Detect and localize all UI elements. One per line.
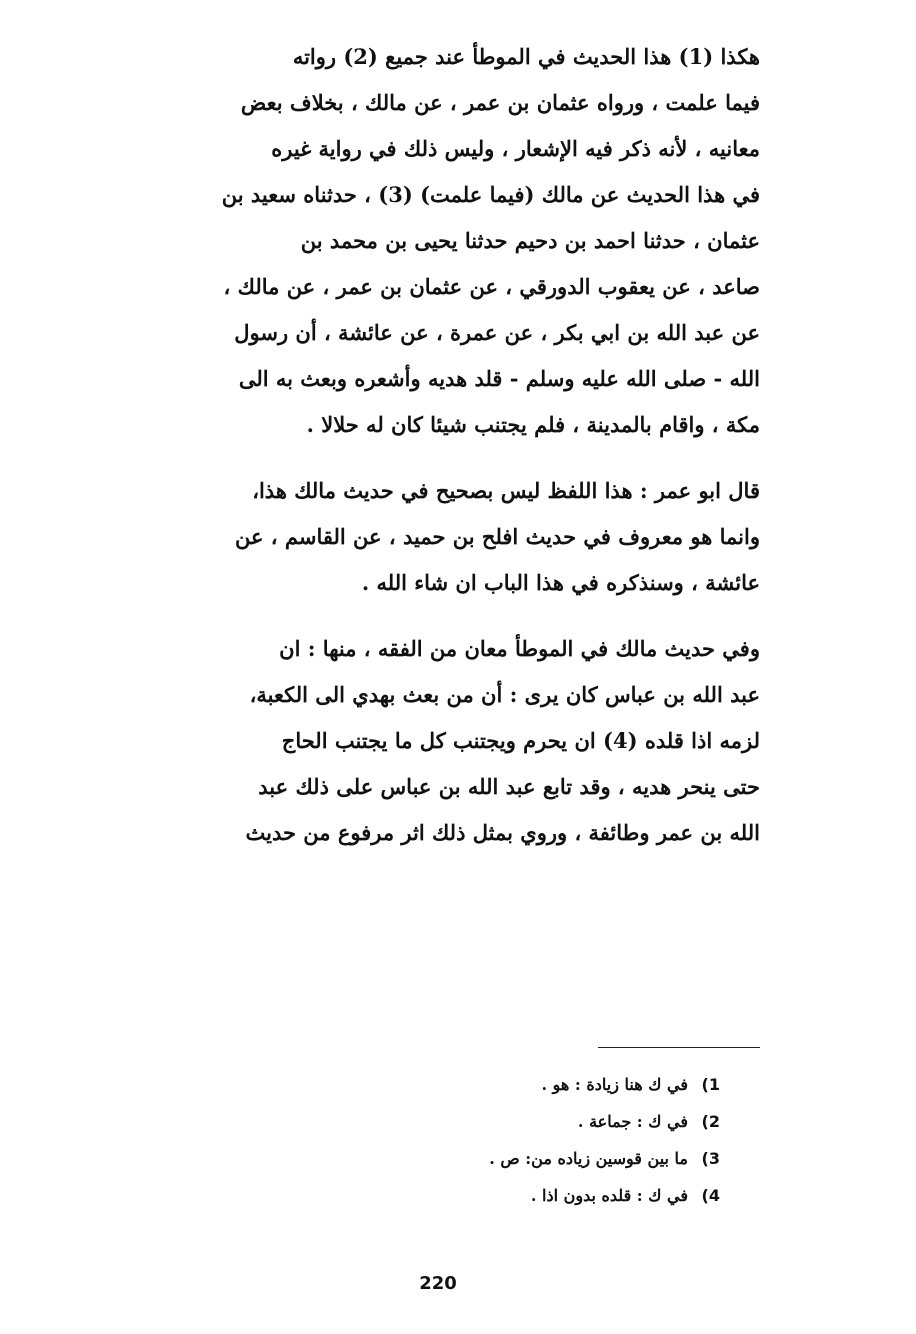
footnote-item: [380, 1066, 720, 1103]
page-number: 220: [419, 1273, 457, 1294]
footnote-number: 2): [701, 1112, 720, 1131]
text-line: عن عبد الله بن ابي بكر ، عن عمرة ، عن عائشة ، أن رسول: [234, 320, 760, 345]
text-line: مكة ، واقام بالمدينة ، فلم يجتنب شيئا كان له حلالا .: [306, 412, 760, 437]
text-line: هكذا (1) هذا الحديث في الموطأ عند جميع (2) رواته: [292, 44, 760, 69]
text-line: وفي حديث مالك في الموطأ معان من الفقه ، منها : ان: [279, 636, 760, 661]
footnote-number: 1): [701, 1075, 720, 1094]
paragraph-gap: [118, 448, 760, 468]
footnote-item: [380, 1140, 720, 1177]
text-line: فيما علمت ، ورواه عثمان بن عمر ، عن مالك ، بخلاف بعض: [240, 90, 760, 115]
text-line: عبد الله بن عباس كان يرى : أن من بعث بهدي الى الكعبة،: [249, 682, 760, 707]
footnote-number: 4): [701, 1186, 720, 1205]
paragraph-3: [118, 626, 760, 856]
footnote-text: في ك هنا زيادة : هو .: [541, 1075, 688, 1094]
text-line: صاعد ، عن يعقوب الدورقي ، عن عثمان بن عمر ، عن مالك ،: [223, 274, 760, 299]
footnote-item: [380, 1103, 720, 1140]
text-line: قال ابو عمر : هذا اللفظ ليس بصحيح في حديث مالك هذا،: [252, 478, 760, 503]
body-text: [118, 34, 760, 856]
text-line: الله - صلى الله عليه وسلم - قلد هديه وأشعره وبعث به الى: [238, 366, 760, 391]
footnote-item: [380, 1177, 720, 1214]
footnote-text: ما بين قوسين زياده من: ص .: [489, 1149, 688, 1168]
text-line: الله بن عمر وطائفة ، وروي بمثل ذلك اثر مرفوع من حديث: [245, 820, 760, 845]
paragraph-2: [118, 468, 760, 606]
footnote-text: في ك : جماعة .: [577, 1112, 688, 1131]
text-line: عثمان ، حدثنا احمد بن دحيم حدثنا يحيى بن محمد بن: [300, 228, 760, 253]
footnotes: [380, 1066, 720, 1214]
footnote-text: في ك : قلده بدون اذا .: [530, 1186, 688, 1205]
text-line: عائشة ، وسنذكره في هذا الباب ان شاء الله .: [361, 570, 760, 595]
text-line: وانما هو معروف في حديث افلح بن حميد ، عن القاسم ، عن: [234, 524, 760, 549]
text-line: معانيه ، لأنه ذكر فيه الإشعار ، وليس ذلك في رواية غيره: [271, 136, 760, 161]
footnote-number: 3): [701, 1149, 720, 1168]
paragraph-gap: [118, 606, 760, 626]
text-line: لزمه اذا قلده (4) ان يحرم ويجتنب كل ما يجتنب الحاج: [281, 728, 760, 753]
text-line: حتى ينحر هديه ، وقد تابع عبد الله بن عباس على ذلك عبد: [258, 774, 760, 799]
paragraph-1: [118, 34, 760, 448]
footnote-divider: [598, 1047, 760, 1048]
text-line: في هذا الحديث عن مالك (فيما علمت) (3) ، حدثناه سعيد بن: [221, 182, 760, 207]
